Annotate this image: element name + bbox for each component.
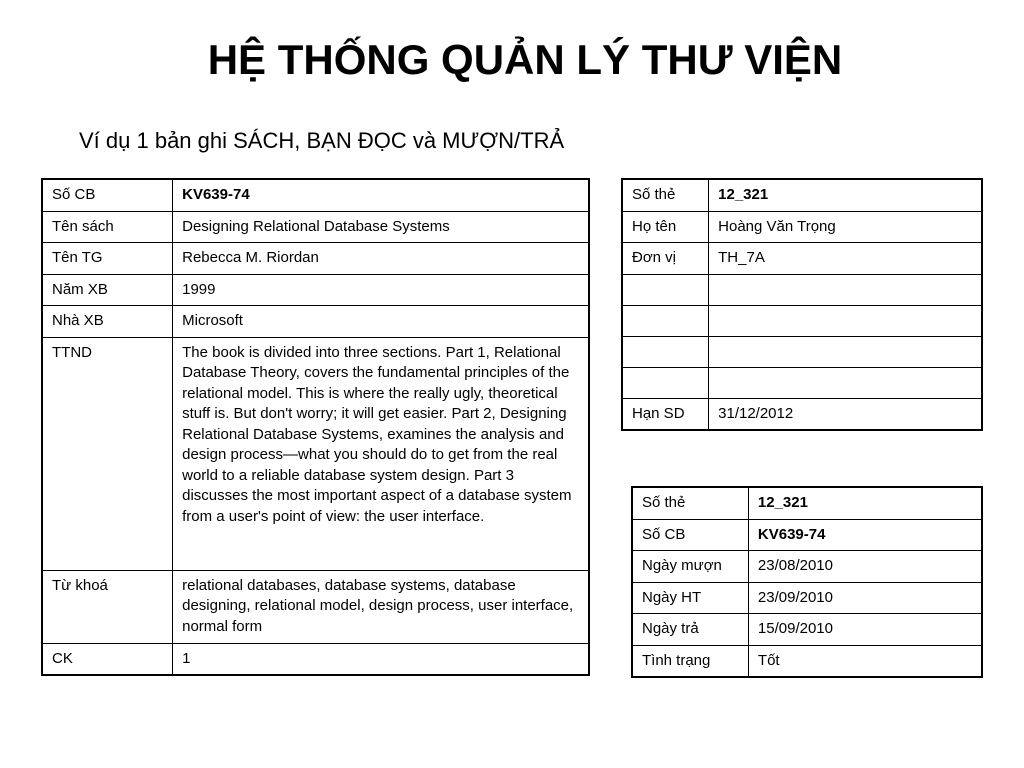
- table-row: [42, 243, 589, 275]
- field-value: 1999: [173, 274, 589, 306]
- table-row: [42, 179, 589, 211]
- table-row: [622, 305, 982, 336]
- table-row: [632, 645, 982, 677]
- field-label: Hạn SD: [622, 398, 709, 430]
- field-label: Tình trạng: [632, 645, 748, 677]
- field-value: [709, 274, 982, 305]
- field-label: Ngày trả: [632, 614, 748, 646]
- table-row: [622, 179, 982, 211]
- table-row: [632, 551, 982, 583]
- field-label: Từ khoá: [42, 570, 173, 643]
- field-value: 12_321: [748, 487, 982, 519]
- table-row: [622, 398, 982, 430]
- field-label: Ngày mượn: [632, 551, 748, 583]
- reader-record-table: [621, 178, 983, 431]
- table-row: [622, 367, 982, 398]
- field-value: KV639-74: [173, 179, 589, 211]
- field-value: Tốt: [748, 645, 982, 677]
- table-row: [42, 211, 589, 243]
- table-row: [622, 243, 982, 275]
- field-label: Họ tên: [622, 211, 709, 243]
- field-label: Số thẻ: [632, 487, 748, 519]
- table-row: [42, 274, 589, 306]
- page-title: HỆ THỐNG QUẢN LÝ THƯ VIỆN: [207, 36, 843, 83]
- field-value: The book is divided into three sections. Part 1, Relational Database Theory, covers the fundamental principles of the relational model. This is where the really ugly, theoretical stuff is. But don't worry; it will get easier. Part 2, Designing Relational Database Systems, examines the analysis and design process—what you should do to get from the real world to a reliable database system design. Part 3 discusses the most important aspect of a database system from a user's point of view: the user interface.: [173, 337, 589, 570]
- table-row: [42, 570, 589, 643]
- table-row: [42, 337, 589, 570]
- table-row: [42, 643, 589, 675]
- field-value: 31/12/2012: [709, 398, 982, 430]
- field-value: [709, 305, 982, 336]
- field-value: TH_7A: [709, 243, 982, 275]
- field-label: [622, 305, 709, 336]
- field-value: 15/09/2010: [748, 614, 982, 646]
- field-label: TTND: [42, 337, 173, 570]
- field-value: 23/09/2010: [748, 582, 982, 614]
- field-label: CK: [42, 643, 173, 675]
- field-value: relational databases, database systems, database designing, relational model, design process, user interface, normal form: [173, 570, 589, 643]
- field-label: Nhà XB: [42, 306, 173, 338]
- book-record-table: [41, 178, 590, 676]
- page-subtitle: Ví dụ 1 bản ghi SÁCH, BẠN ĐỌC và MƯỢN/TRẢ: [79, 128, 565, 153]
- loan-record-table: [631, 486, 983, 678]
- table-row: [622, 336, 982, 367]
- field-label: Tên sách: [42, 211, 173, 243]
- table-row: [632, 614, 982, 646]
- field-value: [709, 367, 982, 398]
- field-value: 12_321: [709, 179, 982, 211]
- field-value: Hoàng Văn Trọng: [709, 211, 982, 243]
- field-value: Designing Relational Database Systems: [173, 211, 589, 243]
- field-value: 23/08/2010: [748, 551, 982, 583]
- field-label: Số CB: [42, 179, 173, 211]
- table-row: [622, 274, 982, 305]
- table-row: [632, 582, 982, 614]
- table-row: [622, 211, 982, 243]
- field-label: Số CB: [632, 519, 748, 551]
- field-value: [709, 336, 982, 367]
- field-value: Rebecca M. Riordan: [173, 243, 589, 275]
- field-label: [622, 274, 709, 305]
- field-label: Ngày HT: [632, 582, 748, 614]
- field-label: [622, 367, 709, 398]
- field-value: Microsoft: [173, 306, 589, 338]
- table-row: [632, 487, 982, 519]
- field-value: 1: [173, 643, 589, 675]
- field-value: KV639-74: [748, 519, 982, 551]
- field-label: Số thẻ: [622, 179, 709, 211]
- field-label: Tên TG: [42, 243, 173, 275]
- table-row: [42, 306, 589, 338]
- field-label: Năm XB: [42, 274, 173, 306]
- field-label: Đơn vị: [622, 243, 709, 275]
- field-label: [622, 336, 709, 367]
- table-row: [632, 519, 982, 551]
